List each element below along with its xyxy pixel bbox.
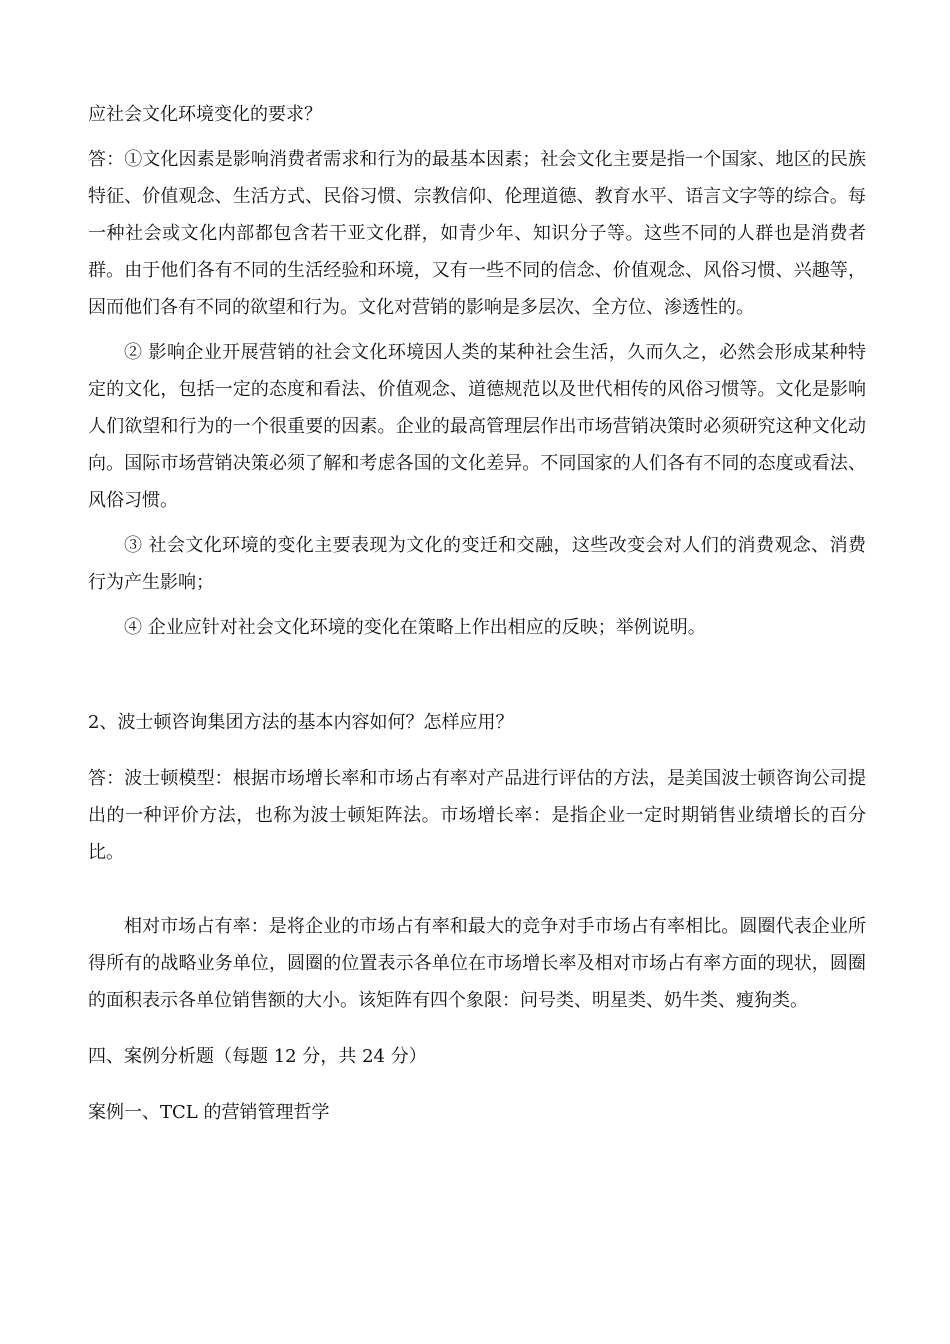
answer-point-2: ② 影响企业开展营销的社会文化环境因人类的某种社会生活，久而久之，必然会形成某种特定的文化，包括一定的态度和看法、价值观念、道德规范以及世代相传的风俗习惯等。文化是影响人们欲望和行为的一个很重要的因素。企业的最高管理层作出市场营销决策时必须研究这种文化动向。国际市场营销决策必须了解和考虑各国的文化差异。不同国家的人们各有不同的态度或看法、风俗习惯。 — [88, 342, 866, 511]
case-1-title: 案例一、TCL 的营销管理哲学 — [88, 1102, 330, 1123]
question-2-answer-continued: 相对市场占有率：是将企业的市场占有率和最大的竞争对手市场占有率相比。圆圈代表企业所得所有的战略业务单位，圆圈的位置表示各单位在市场增长率及相对市场占有率方面的现状，圆圈的面积表示各单位销售额的大小。该矩阵有四个象限：问号类、明星类、奶牛类、瘦狗类。 — [88, 916, 866, 1011]
answer-point-1: 答：①文化因素是影响消费者需求和行为的最基本因素；社会文化主要是指一个国家、地区的民族特征、价值观念、生活方式、民俗习惯、宗教信仰、伦理道德、教育水平、语言文字等的综合。每一种社会或文化内部都包含若干亚文化群，如青少年、知识分子等。这些不同的人群也是消费者群。由于他们各有不同的生活经验和环境，又有一些不同的信念、价值观念、风俗习惯、兴趣等，因而他们各有不同的欲望和行为。文化对营销的影响是多层次、全方位、渗透性的。 — [88, 149, 866, 318]
document-body — [88, 96, 866, 1131]
answer-point-3: ③ 社会文化环境的变化主要表现为文化的变迁和交融，这些改变会对人们的消费观念、消费行为产生影响； — [88, 535, 866, 593]
answer-point-4: ④ 企业应针对社会文化环境的变化在策略上作出相应的反映；举例说明。 — [124, 617, 706, 638]
question-2-answer: 答：波士顿模型：根据市场增长率和市场占有率对产品进行评估的方法，是美国波士顿咨询公司提出的一种评价方法，也称为波士顿矩阵法。市场增长率：是指企业一定时期销售业绩增长的百分比。 — [88, 768, 866, 863]
section-4-heading: 四、案例分析题（每题 12 分，共 24 分） — [88, 1046, 427, 1067]
question-continuation: 应社会文化环境变化的要求？ — [88, 104, 322, 125]
question-2-heading: 2、波士顿咨询集团方法的基本内容如何？怎样应用？ — [88, 712, 514, 733]
